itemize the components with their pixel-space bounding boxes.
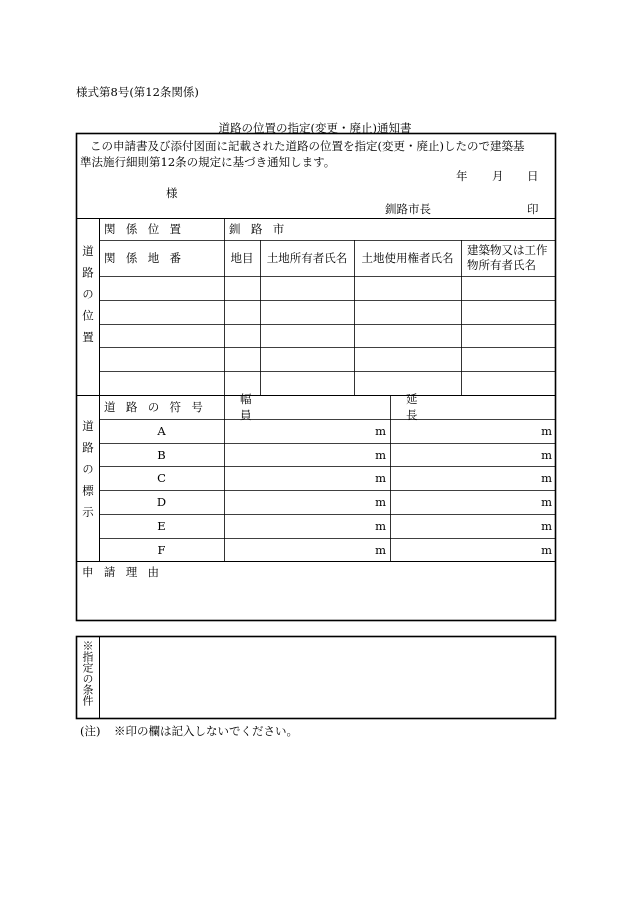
section-label-markings: 道路の標示 bbox=[81, 420, 95, 528]
intro-line-2: 準法施行細則第12条の規定に基づき通知します。 bbox=[80, 155, 336, 169]
road-code-cell: C bbox=[157, 471, 166, 485]
road-code-cell: A bbox=[157, 424, 166, 438]
length-unit-cell: m bbox=[541, 471, 552, 485]
width-unit-cell: m bbox=[375, 519, 386, 533]
date-year: 年 bbox=[456, 169, 468, 183]
length-unit-cell: m bbox=[541, 519, 552, 533]
reason-label: 申請理由 bbox=[82, 565, 170, 579]
road-code-cell: F bbox=[157, 542, 166, 557]
length-unit-cell: m bbox=[541, 447, 552, 462]
issuer-name: 釧路市長 bbox=[385, 202, 431, 216]
form-number: 様式第8号(第12条関係) bbox=[76, 85, 199, 99]
section-label-position: 道路の位置 bbox=[81, 245, 95, 353]
relation-position-value: 釧路市 bbox=[229, 222, 295, 236]
relation-position-label: 関係位置 bbox=[104, 222, 192, 236]
note-prefix: (注) bbox=[80, 724, 101, 738]
conditions-label: ※指定の条件 bbox=[81, 640, 94, 706]
width-unit-cell: m bbox=[375, 471, 386, 485]
width-unit-cell: m bbox=[375, 424, 386, 438]
length-unit-cell: m bbox=[541, 424, 552, 438]
addressee-suffix: 様 bbox=[166, 186, 178, 200]
seal-mark: 印 bbox=[527, 202, 539, 216]
length-unit-cell: m bbox=[541, 542, 552, 557]
col-road-code: 道路の符号 bbox=[104, 400, 214, 414]
width-unit-cell: m bbox=[375, 495, 386, 509]
note-text: ※印の欄は記入しないでください。 bbox=[114, 724, 298, 738]
col-lot-number: 関係地番 bbox=[104, 251, 192, 265]
col-width: 幅員 bbox=[240, 392, 338, 422]
road-code-cell: E bbox=[157, 519, 166, 533]
road-code-cell: D bbox=[156, 495, 167, 509]
col-length: 延長 bbox=[406, 392, 504, 422]
col-land-category: 地目 bbox=[230, 251, 254, 265]
col-land-owner: 土地所有者氏名 bbox=[266, 251, 348, 265]
date-month: 月 bbox=[492, 169, 504, 183]
width-unit-cell: m bbox=[375, 542, 386, 557]
document-title: 道路の位置の指定(変更・廃止)通知書 bbox=[218, 121, 412, 135]
col-land-right-holder: 土地使用権者氏名 bbox=[361, 251, 454, 265]
road-code-cell: B bbox=[157, 447, 166, 462]
date-day: 日 bbox=[527, 169, 539, 183]
intro-line-1: この申請書及び添付図面に記載された道路の位置を指定(変更・廃止)したので建築基 bbox=[90, 139, 525, 153]
col-building-owner: 建築物又は工作物所有者氏名 bbox=[467, 243, 548, 272]
width-unit-cell: m bbox=[375, 447, 386, 462]
length-unit-cell: m bbox=[541, 495, 552, 509]
